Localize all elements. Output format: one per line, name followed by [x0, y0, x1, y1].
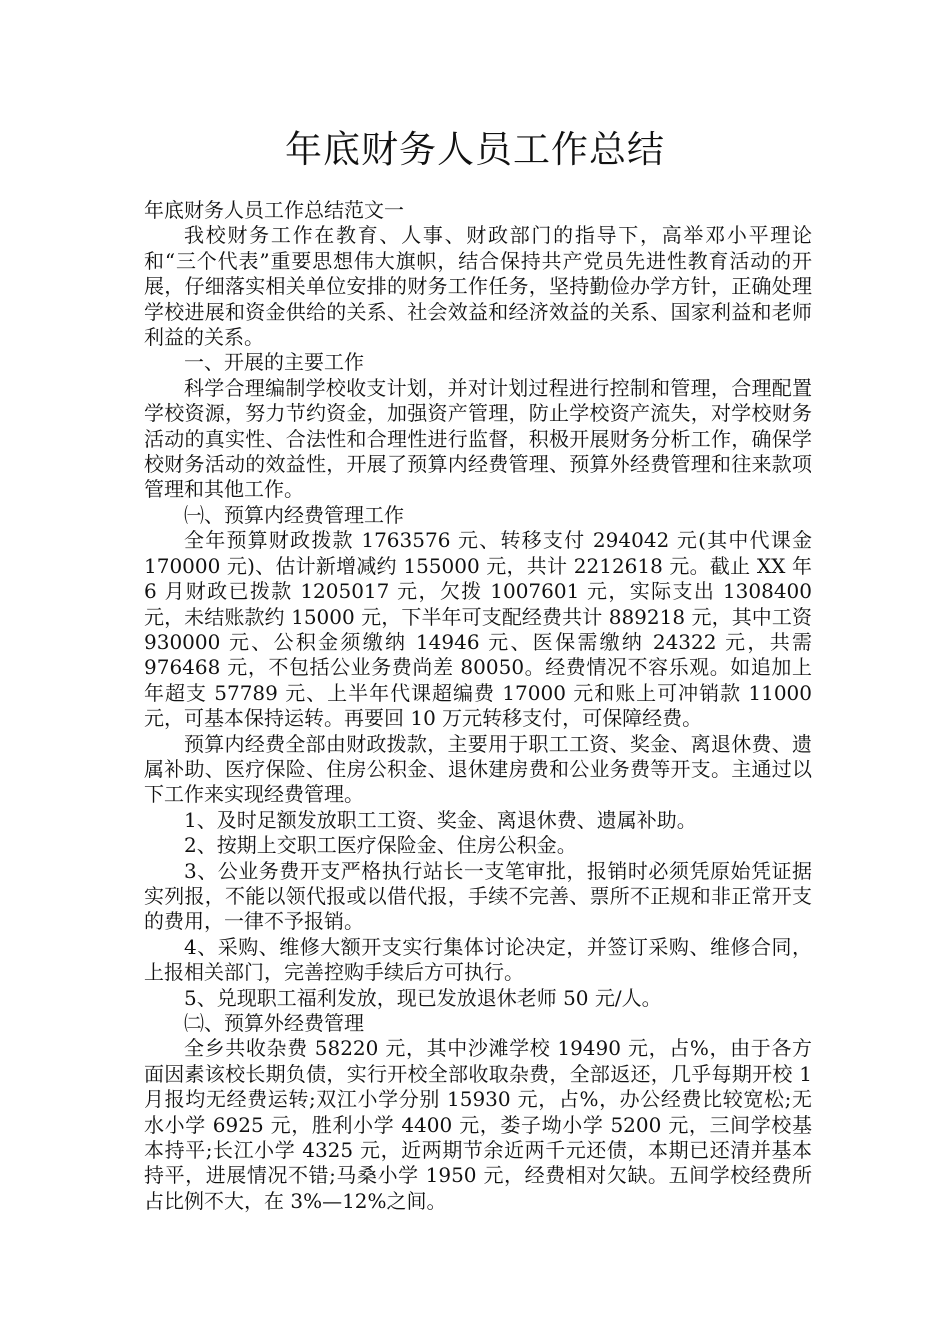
paragraph-intro: 我校财务工作在教育、人事、财政部门的指导下，高举邓小平理论和“三个代表”重要思想伟大旗帜，结合保持共产党员先进性教育活动的开展，仔细落实相关单位安排的财务工作任务，坚持勤俭办学方针，正确处理学校进展和资金供给的关系、社会效益和经济效益的关系、国家利益和老师利益的关系。: [144, 223, 812, 350]
list-item-1: 1、及时足额发放职工工资、奖金、离退休费、遗属补助。: [184, 807, 697, 832]
list-item-4: 4、采购、维修大额开支实行集体讨论决定，并签订采购、维修合同，上报相关部门，完善控购手续后方可执行。: [144, 934, 812, 985]
subsection-heading-budget-internal: ㈠、预算内经费管理工作: [184, 502, 404, 527]
document-title: 年底财务人员工作总结: [285, 128, 665, 171]
list-item-5: 5、兑现职工福利发放，现已发放退休老师 50 元/人。: [184, 985, 662, 1010]
list-item-3: 3、公业务费开支严格执行站长一支笔审批，报销时必须凭原始凭证据实列报，不能以领代报或以借代报，手续不完善、票所不正规和非正常开支的费用，一律不予报销。: [144, 858, 812, 934]
list-item-2: 2、按期上交职工医疗保险金、住房公积金。: [184, 833, 577, 858]
paragraph-subtitle: 年底财务人员工作总结范文一: [144, 198, 404, 222]
subsection-heading-budget-external: ㈡、预算外经费管理: [184, 1011, 364, 1035]
paragraph-fees: 全乡共收杂费 58220 元，其中沙滩学校 19490 元，占%，由于各方面因素该校长期负债，实行开校全部收取杂费，全部返还，几乎每期开校 1 月报均无经费运转;双江小学分别 15930 元，占%，办公经费比较宽松;无水小学 6925 元，胜利小学 4400 元，娄子坳小学 5200 元，三间学校基本持平;长江小学 4325 元，近两期节余近两千元还债，本期已还清并基本持平，进展情况不错;马桑小学 1950 元，经费相对欠缺。五间学校经费所占比例不大，在 3%—12%之间。: [144, 1036, 812, 1213]
paragraph-budget-usage: 预算内经费全部由财政拨款，主要用于职工工资、奖金、离退休费、遗属补助、医疗保险、住房公积金、退休建房费和公业务费等开支。主通过以下工作来实现经费管理。: [144, 731, 812, 807]
paragraph-main-work: 科学合理编制学校收支计划，并对计划过程进行控制和管理，合理配置学校资源，努力节约资金，加强资产管理，防止学校资产流失，对学校财务活动的真实性、合法性和合理性进行监督，积极开展财务分析工作，确保学校财务活动的效益性，开展了预算内经费管理、预算外经费管理和往来款项管理和其他工作。: [144, 375, 812, 502]
document-body: [144, 198, 812, 1214]
section-heading-main-work: 一、开展的主要工作: [184, 350, 364, 375]
paragraph-budget-figures: 全年预算财政拨款 1763576 元、转移支付 294042 元(其中代课金 170000 元)、估计新增减约 155000 元，共计 2212618 元。截止 XX 年 6 月财政已拨款 1205017 元，欠拨 1007601 元，实际支出 1308400 元，未结账款约 15000 元，下半年可支配经费共计 889218 元，其中工资 930000 元、公积金须缴纳 14946 元、医保需缴纳 24322 元，共需 976468 元，不包括公业务费尚差 80050。经费情况不容乐观。如追加上年超支 57789 元、上半年代课超编费 17000 元和账上可冲销款 11000 元，可基本保持运转。再要回 10 万元转移支付，可保障经费。: [144, 528, 812, 731]
